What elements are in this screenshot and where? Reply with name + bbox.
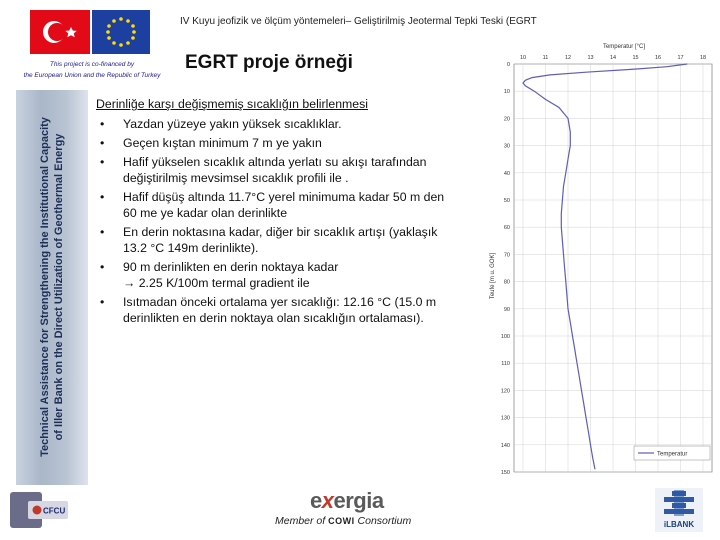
bullet-text: Hafif düşüş altında 11.7°C yerel minimuma kadar 50 m den 60 me ye kadar olan derinlikte xyxy=(123,190,445,220)
x-tick-label: 16 xyxy=(654,55,662,61)
bank-label: iLBANK xyxy=(663,520,695,529)
bullet-icon: • xyxy=(100,117,105,131)
x-tick-label: 11 xyxy=(542,55,549,61)
arrow-right-icon: → xyxy=(123,276,136,290)
bullet-text: Isıtmadan önceki ortalama yer sıcaklığı: 12.16 °C (15.0 m derinlikten en derin noktaya olan sıcaklığın ortalaması). xyxy=(123,295,437,325)
chart-legend xyxy=(634,446,710,460)
slide-title: EGRT proje örneği xyxy=(185,52,353,73)
bullet-text: Hafif yükselen sıcaklık altında yerlatı su akışı tarafından değiştirilmiş mevsimsel sıcaklık profili ile . xyxy=(123,155,427,185)
y-tick-label: 10 xyxy=(503,89,510,96)
chart-title: Temperatur [°C] xyxy=(602,44,646,50)
flags-logo xyxy=(30,10,150,56)
bullet-icon: • xyxy=(100,155,105,169)
y-tick-label: 40 xyxy=(503,170,510,177)
bullet-continuation: 2.25 K/100m termal gradient ile xyxy=(138,276,310,290)
cfcu-logo xyxy=(28,495,70,525)
bullet-item xyxy=(96,189,458,221)
exergia-rest: ergia xyxy=(333,488,384,513)
ilbank-logo xyxy=(655,488,703,532)
x-tick-label: 17 xyxy=(677,55,684,61)
y-tick-label: 30 xyxy=(503,143,510,150)
cofinance-line-1: This project is co-financed by xyxy=(49,61,135,68)
chart-y-label: Teufe [m u. GOK] xyxy=(490,252,496,300)
y-tick-label: 110 xyxy=(501,361,510,368)
x-tick-label: 14 xyxy=(609,55,617,61)
footer-member-line xyxy=(275,515,411,527)
sidebar-banner-text xyxy=(38,90,66,485)
cofinance-note xyxy=(8,59,176,81)
bullet-item xyxy=(96,224,458,256)
x-tick-label: 18 xyxy=(699,55,707,61)
banner-line-1: Technical Assistance for Strengthening the Institutional Capacity xyxy=(39,117,51,457)
eu-flag xyxy=(92,10,150,54)
bullet-text: Geçen kıştan minimum 7 m ye yakın xyxy=(123,136,322,150)
cofinance-line-2: the European Union and the Republic of Turkey xyxy=(23,72,161,79)
y-tick-label: 60 xyxy=(503,225,510,232)
y-tick-label: 50 xyxy=(503,198,510,204)
member-prefix: Member of xyxy=(275,515,326,527)
header-title: IV Kuyu jeofizik ve ölçüm yöntemeleri– Geliştirilmiş Jeotermal Tepki Teski (EGRT xyxy=(180,16,537,27)
temperature-depth-chart xyxy=(484,36,720,480)
member-suffix: Consortium xyxy=(357,515,412,527)
y-tick-label: 130 xyxy=(500,415,510,422)
y-tick-label: 120 xyxy=(500,388,510,395)
y-tick-label: 150 xyxy=(500,470,510,476)
content-lead: Derinliğe karşı değişmemiş sıcaklığın belirlenmesi xyxy=(96,97,368,111)
content-list xyxy=(96,96,458,329)
exergia-logo xyxy=(310,488,384,514)
bullet-icon: • xyxy=(100,260,105,274)
x-tick-label: 15 xyxy=(632,55,639,61)
y-tick-label: 70 xyxy=(503,252,510,259)
exergia-x: x xyxy=(321,488,334,513)
y-tick-label: 0 xyxy=(506,62,510,68)
x-tick-label: 13 xyxy=(587,55,594,61)
bullet-icon: • xyxy=(100,225,105,239)
y-tick-label: 140 xyxy=(500,442,510,449)
x-tick-label: 12 xyxy=(564,55,572,61)
cowi-logo: COWI xyxy=(328,516,355,526)
bullet-icon: • xyxy=(100,190,105,204)
bullet-item xyxy=(96,154,458,186)
banner-line-2: of Iller Bank on the Direct Utilization of Geothermal Energy xyxy=(53,133,65,441)
bullet-list xyxy=(96,116,458,326)
bullet-text: 90 m derinlikten en derin noktaya kadar xyxy=(123,260,339,274)
bullet-item xyxy=(96,116,458,132)
bullet-text: En derin noktasına kadar, diğer bir sıcaklık artışı (yaklaşık 13.2 °C 149m derinlikte). xyxy=(123,225,438,255)
bullet-item xyxy=(96,294,458,326)
y-tick-label: 90 xyxy=(503,306,510,313)
bullet-icon: • xyxy=(100,295,105,309)
legend-label: Temperatur xyxy=(657,451,688,458)
bullet-icon: • xyxy=(100,136,105,150)
y-tick-label: 80 xyxy=(503,279,510,286)
y-tick-label: 20 xyxy=(503,116,510,123)
cfcu-label: CFCU xyxy=(43,506,66,516)
y-tick-label: 100 xyxy=(500,334,510,340)
exergia-e: e xyxy=(310,488,322,513)
bullet-text: Yazdan yüzeye yakın yüksek sıcaklıklar. xyxy=(123,117,342,131)
x-tick-label: 10 xyxy=(519,55,527,61)
bullet-item xyxy=(96,259,458,291)
bullet-item xyxy=(96,135,458,151)
